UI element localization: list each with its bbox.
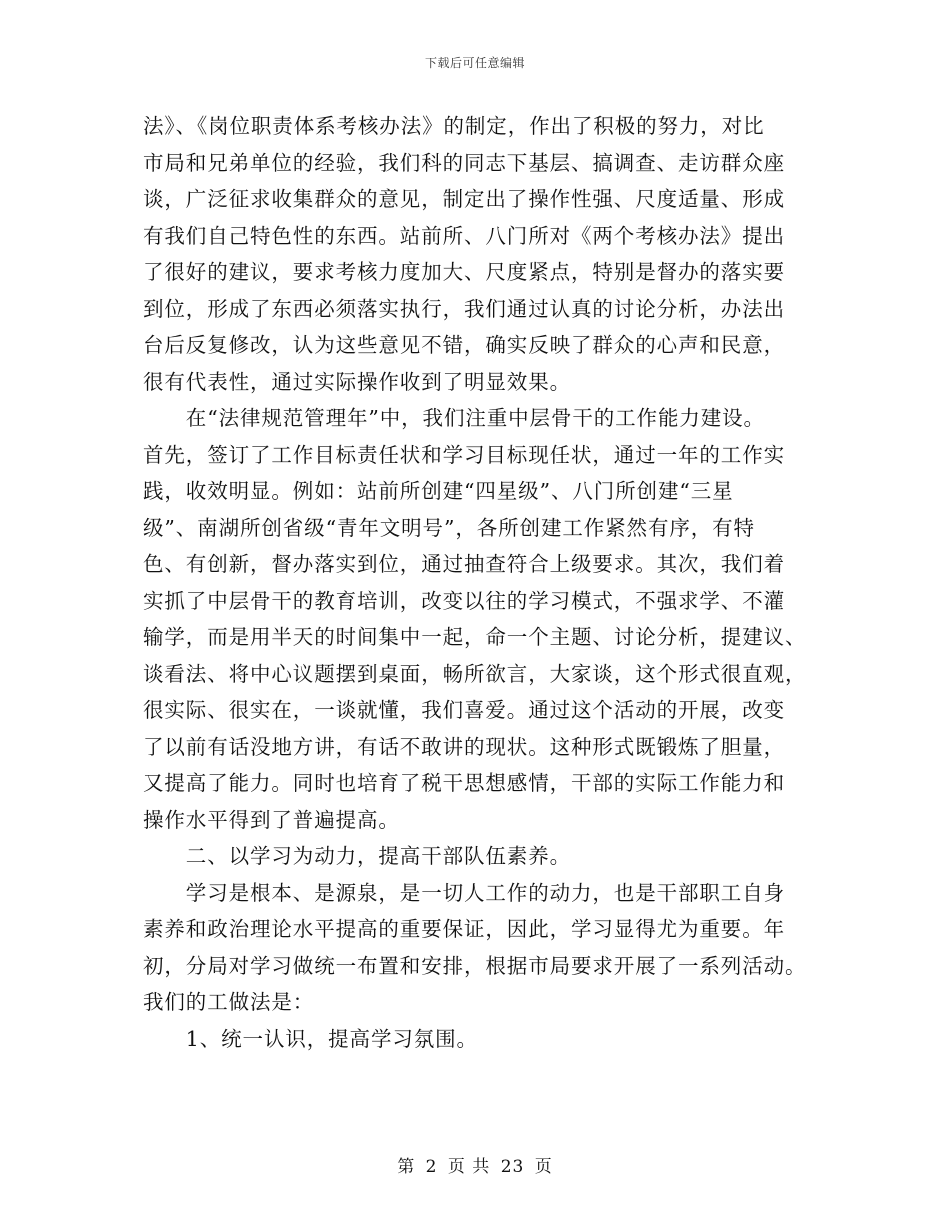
page-number-footer bbox=[0, 1152, 950, 1177]
text-line: 初，分局对学习做统一布置和安排，根据市局要求开展了一系列活动。 bbox=[143, 953, 807, 978]
text-line: 了很好的建议，要求考核力度加大、尺度紧点，特别是督办的落实要 bbox=[143, 260, 785, 284]
text-line: 谈，广泛征求收集群众的意见，制定出了操作性强、尺度适量、形成 bbox=[143, 187, 785, 211]
text-line: 法》、《岗位职责体系考核办法》的制定，作出了积极的努力，对比 bbox=[143, 114, 765, 138]
text-line: 市局和兄弟单位的经验，我们科的同志下基层、搞调查、走访群众座 bbox=[143, 150, 785, 175]
text-line: 谈看法、将中心议题摆到桌面，畅所欲言，大家谈，这个形式很直观， bbox=[143, 661, 807, 686]
text-line: 又提高了能力。同时也培育了税干思想感情，干部的实际工作能力和 bbox=[143, 771, 785, 795]
text-line: 输学，而是用半天的时间集中一起，命一个主题、讨论分析，提建议、 bbox=[143, 625, 807, 649]
section-heading: 二、以学习为动力，提高干部队伍素养。 bbox=[143, 844, 571, 868]
text-line: 色、有创新，督办落实到位，通过抽查符合上级要求。其次，我们着 bbox=[143, 552, 785, 576]
text-line: 在“法律规范管理年”中，我们注重中层骨干的工作能力建设。 bbox=[143, 406, 765, 430]
text-line: 很实际、很实在，一谈就懂，我们喜爱。通过这个活动的开展，改变 bbox=[143, 698, 785, 722]
text-line: 我们的工做法是： bbox=[143, 990, 315, 1014]
page-label-prefix: 第 bbox=[397, 1157, 416, 1177]
text-line: 有我们自己特色性的东西。站前所、八门所对《两个考核办法》提出 bbox=[143, 223, 785, 248]
text-line: 操作水平得到了普遍提高。 bbox=[143, 807, 400, 832]
text-line: 到位，形成了东西必须落实执行，我们通过认真的讨论分析，办法出 bbox=[143, 296, 785, 321]
text-line: 了以前有话没地方讲，有话不敢讲的现状。这种形式既锻炼了胆量， bbox=[143, 734, 785, 759]
text-line: 很有代表性，通过实际操作收到了明显效果。 bbox=[143, 369, 571, 394]
text-line: 台后反复修改，认为这些意见不错，确实反映了群众的心声和民意， bbox=[143, 333, 785, 357]
current-page-number: 2 bbox=[425, 1157, 438, 1177]
text-line: 首先，签订了工作目标责任状和学习目标现任状，通过一年的工作实 bbox=[143, 442, 785, 467]
total-page-count: 23 bbox=[500, 1157, 525, 1177]
page-label-suffix: 页 bbox=[534, 1157, 553, 1177]
page-header-note: 下载后可任意编辑 bbox=[424, 56, 525, 70]
text-line: 践，收效明显。例如：站前所创建“四星级”、八门所创建“三星 bbox=[143, 479, 734, 503]
document-body bbox=[143, 108, 813, 1057]
text-line: 素养和政治理论水平提高的重要保证，因此，学习显得尤为重要。年 bbox=[143, 917, 785, 941]
text-line: 学习是根本、是源泉，是一切人工作的动力，也是干部职工自身 bbox=[143, 880, 785, 905]
text-line: 实抓了中层骨干的教育培训，改变以往的学习模式，不强求学、不灌 bbox=[143, 588, 785, 613]
page-label-middle: 页 共 bbox=[447, 1157, 491, 1177]
subsection-heading: 1、统一认识，提高学习氛围。 bbox=[143, 1026, 478, 1051]
text-line: 级”、南湖所创省级“青年文明号”，各所创建工作紧然有序，有特 bbox=[143, 515, 755, 540]
